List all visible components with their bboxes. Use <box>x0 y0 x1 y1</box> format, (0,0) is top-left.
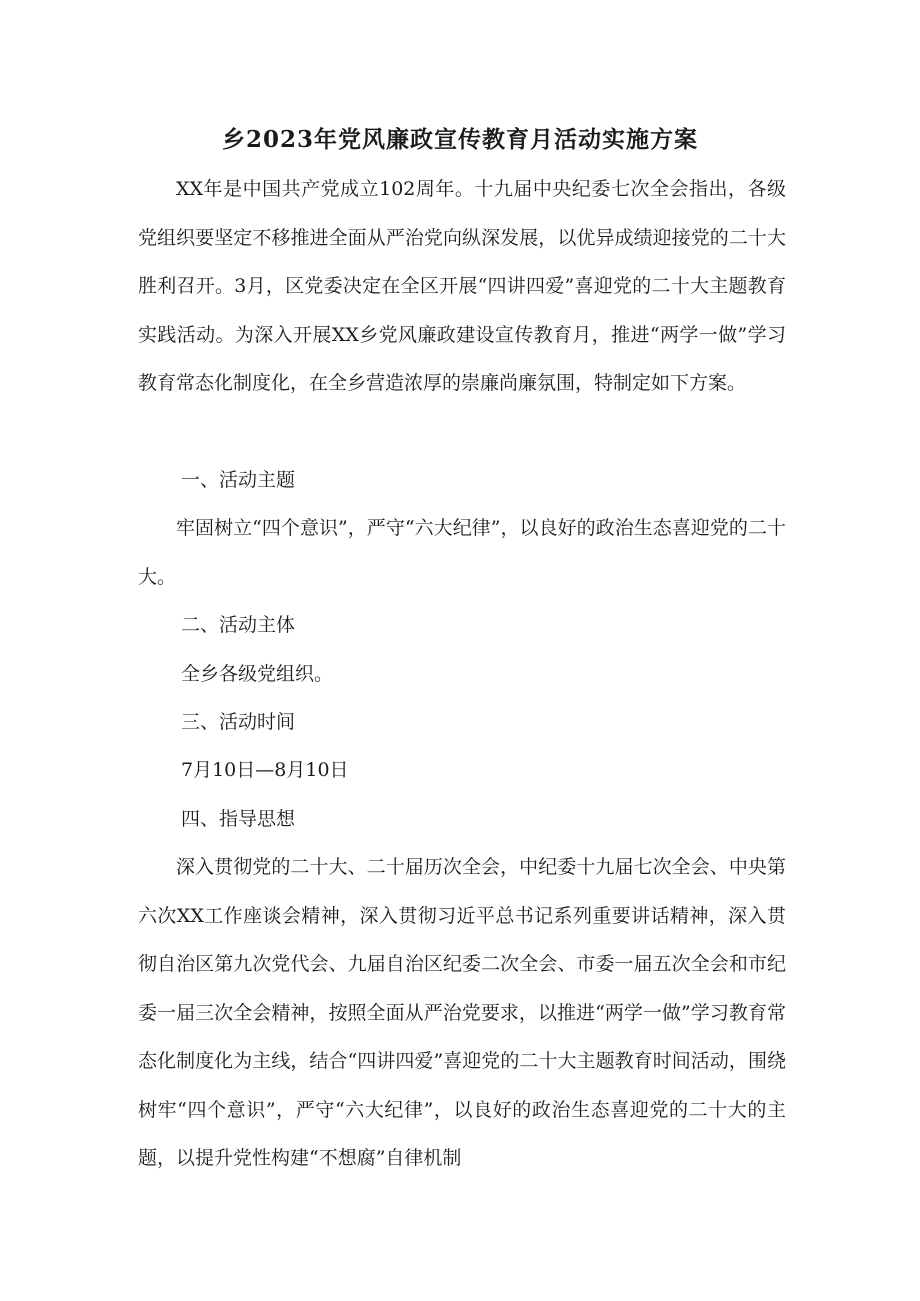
intro-paragraph: XX年是中国共产党成立102周年。十九届中央纪委七次全会指出，各级党组织要坚定不移推进全面从严治党向纵深发展，以优异成绩迎接党的二十大胜利召开。3月，区党委决定在全区开展“四讲四爱”喜迎党的二十大主题教育实践活动。为深入开展XX乡党风廉政建设宣传教育月，推进“两学一做”学习教育常态化制度化，在全乡营造浓厚的崇廉尚廉氛围，特制定如下方案。 <box>138 178 786 394</box>
section4-heading: 四、指导思想 <box>181 808 296 830</box>
section3-heading: 三、活动时间 <box>181 711 296 733</box>
section2-heading: 二、活动主体 <box>181 614 296 636</box>
section1-heading: 一、活动主题 <box>181 469 296 491</box>
document-title: 乡2023年党风廉政宣传教育月活动实施方案 <box>221 126 698 153</box>
section4-body: 深入贯彻党的二十大、二十届历次全会，中纪委十九届七次全会、中央第六次XX工作座谈会精神，深入贯彻习近平总书记系列重要讲话精神，深入贯彻自治区第九次党代会、九届自治区纪委二次全会、市委一届五次全会和市纪委一届三次全会精神，按照全面从严治党要求，以推进“两学一做”学习教育常态化制度化为主线，结合“四讲四爱”喜迎党的二十大主题教育时间活动，围绕树牢“四个意识”，严守“六大纪律”，以良好的政治生态喜迎党的二十大的主题，以提升党性构建“不想腐”自律机制 <box>138 856 786 1169</box>
section3-body: 7月10日—8月10日 <box>181 759 349 781</box>
section1-body: 牢固树立“四个意识”，严守“六大纪律”，以良好的政治生态喜迎党的二十大。 <box>138 517 786 588</box>
section2-body: 全乡各级党组织。 <box>181 663 334 685</box>
